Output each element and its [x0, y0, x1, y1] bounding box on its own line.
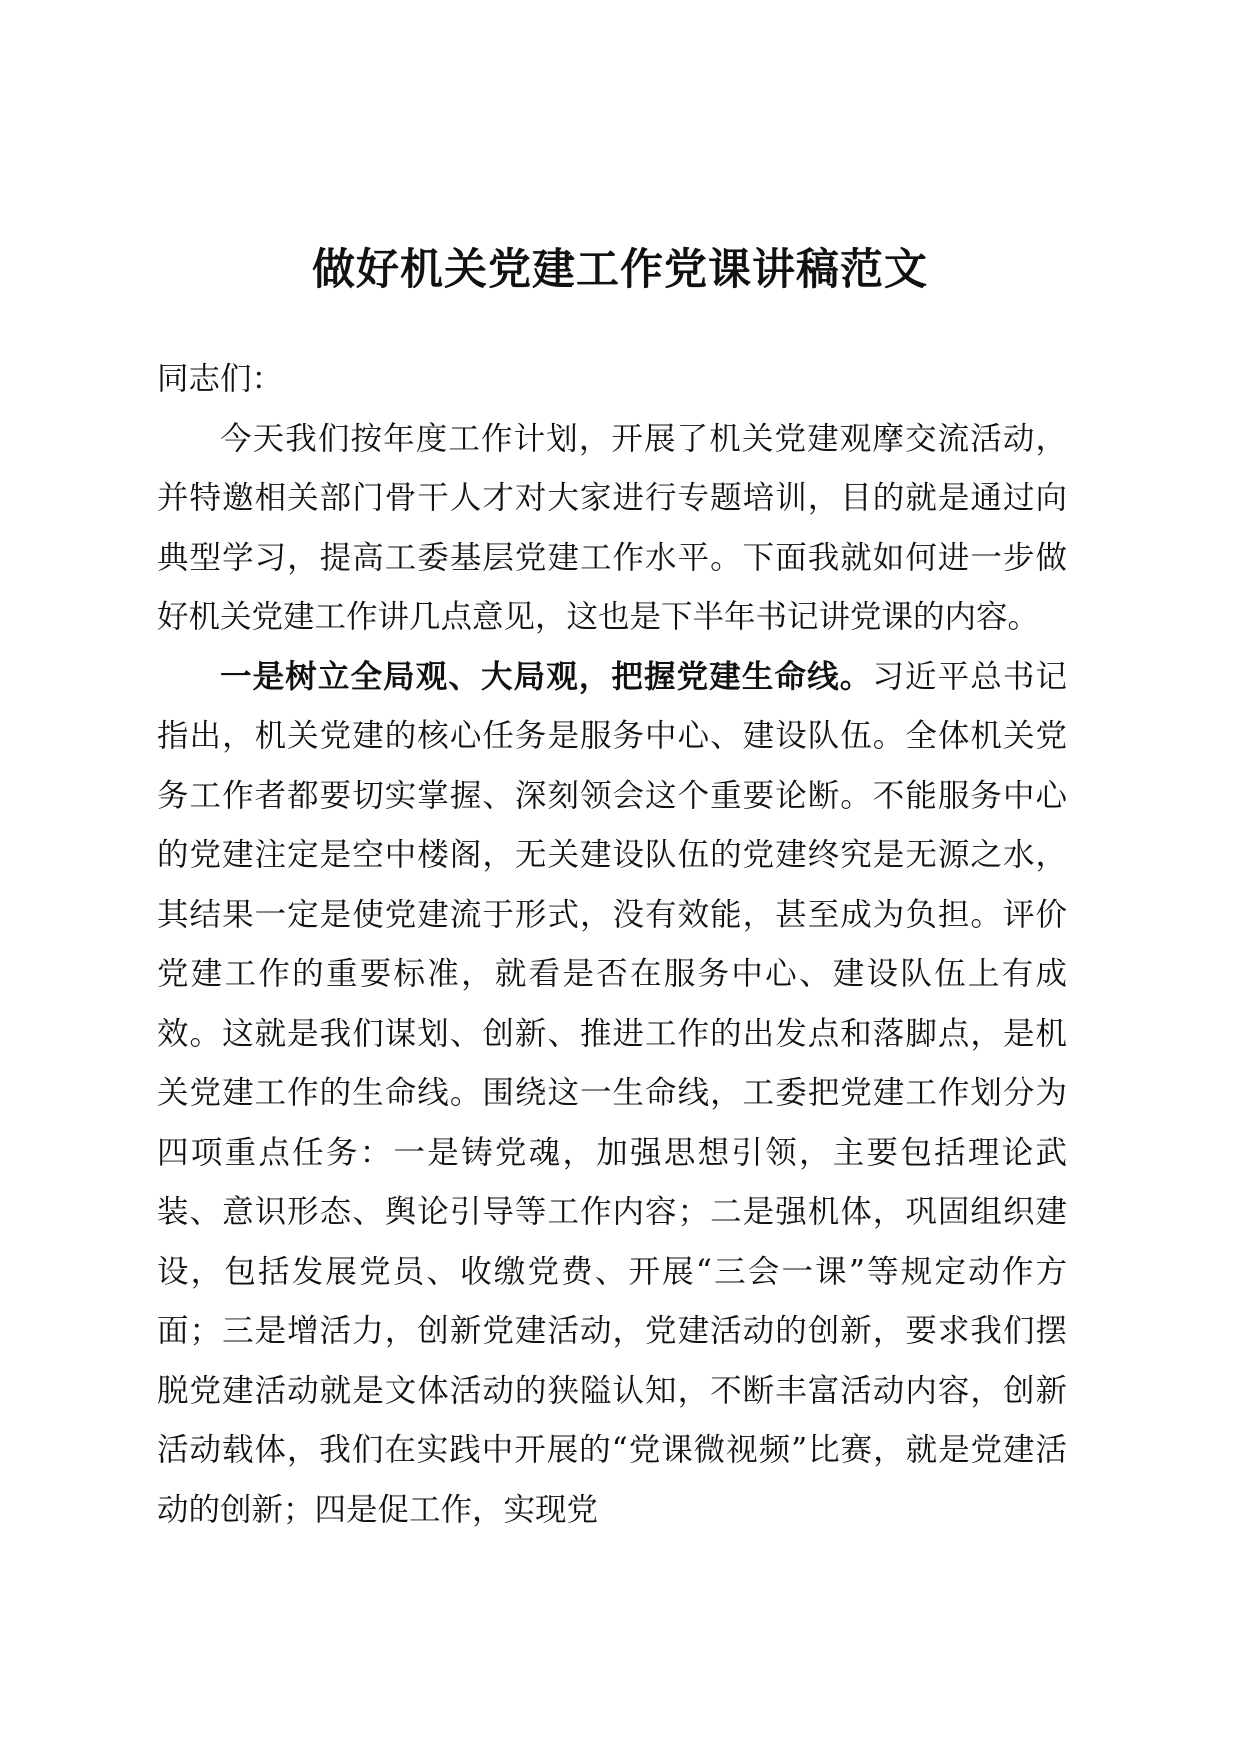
paragraph-point-one: [157, 648, 1067, 1541]
paragraph-text: 习近平总书记指出，机关党建的核心任务是服务中心、建设队伍。全体机关党务工作者都要切实掌握、深刻领会这个重要论断。不能服务中心的党建注定是空中楼阁，无关建设队伍的党建终究是无源之水，其结果一定是使党建流于形式，没有效能，甚至成为负担。评价党建工作的重要标准，就看是否在服务中心、建设队伍上有成效。这就是我们谋划、创新、推进工作的出发点和落脚点，是机关党建工作的生命线。围绕这一生命线，工委把党建工作划分为四项重点任务：一是铸党魂，加强思想引领，主要包括理论武装、意识形态、舆论引导等工作内容；二是强机体，巩固组织建设，包括发展党员、收缴党费、开展“三会一课”等规定动作方面；三是增活力，创新党建活动，党建活动的创新，要求我们摆脱党建活动就是文体活动的狭隘认知，不断丰富活动内容，创新活动载体，我们在实践中开展的“党课微视频”比赛，就是党建活动的创新；四是促工作，实现党: [157, 658, 1067, 1528]
salutation: 同志们：: [157, 361, 284, 397]
paragraph-intro: 今天我们按年度工作计划，开展了机关党建观摩交流活动，并特邀相关部门骨干人才对大家进行专题培训，目的就是通过向典型学习，提高工委基层党建工作水平。下面我就如何进一步做好机关党建工作讲几点意见，这也是下半年书记讲党课的内容。: [157, 420, 1067, 635]
paragraph-lead-heading: 一是树立全局观、大局观，把握党建生命线。: [220, 658, 873, 695]
document-title: 做好机关党建工作党课讲稿范文: [312, 245, 928, 295]
document-body: [157, 350, 1067, 1540]
